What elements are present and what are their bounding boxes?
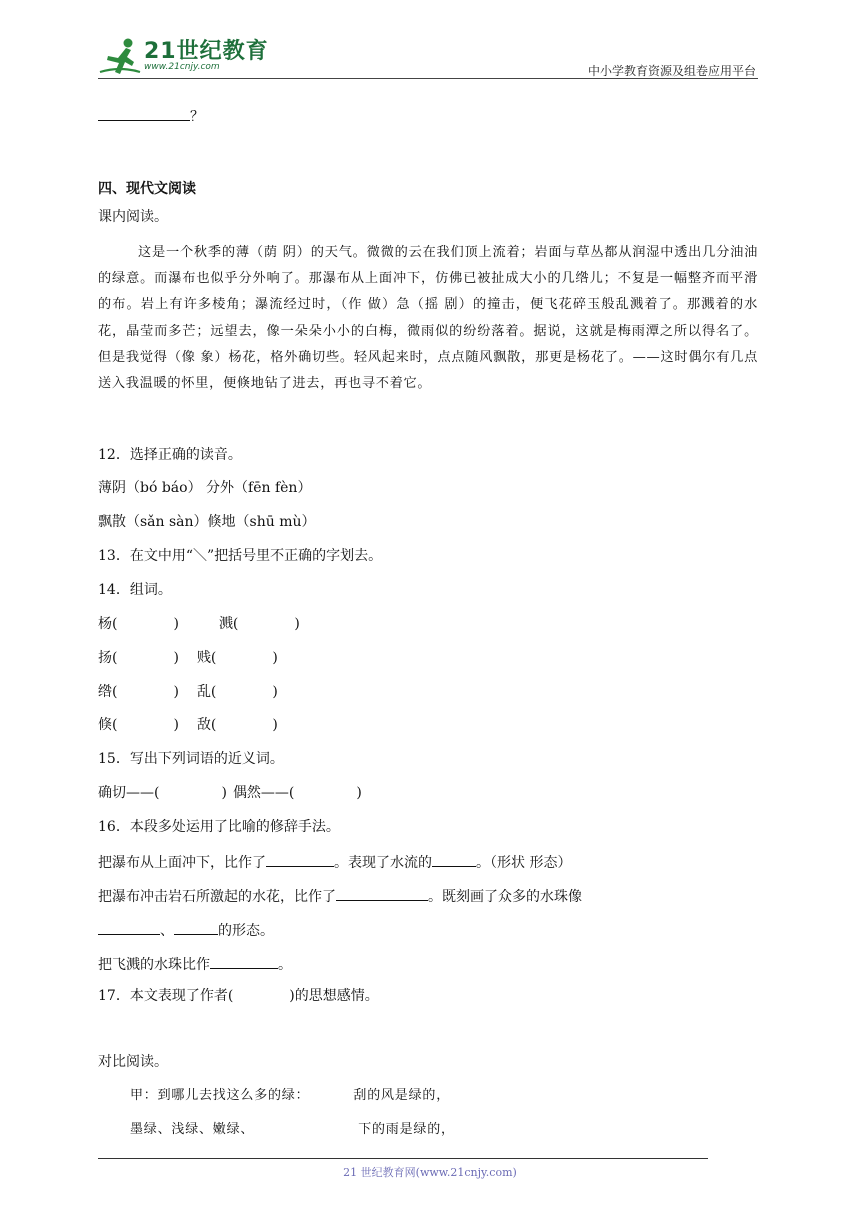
q17-line: 17．本文表现了作者( )的思想感情。: [98, 988, 379, 1004]
footer-divider: [98, 1158, 708, 1159]
q14-row: 绺( ) 乱( ): [98, 684, 278, 700]
compare-line-2: 墨绿、浅绿、嫩绿、 下的雨是绿的，: [130, 1122, 455, 1137]
answer-blank: [266, 852, 334, 867]
question-mark: ？: [190, 109, 204, 125]
answer-blank: [98, 920, 160, 935]
section-title: 四、现代文阅读: [98, 181, 196, 197]
q12-line-1: 薄阴（bó báo） 分外（fēn fèn）: [98, 480, 312, 496]
compare-line-1: 甲：到哪儿去找这么多的绿： 刮的风是绿的，: [130, 1088, 451, 1103]
logo-url-text: www.21cnjy.com: [144, 62, 220, 72]
answer-blank: [210, 954, 278, 969]
answer-blank: [98, 106, 190, 121]
header-divider: [98, 78, 758, 79]
page-footer: 21 世纪教育网(www.21cnjy.com): [343, 1166, 517, 1179]
q14-row: 倏( ) 敌( ): [98, 717, 278, 733]
answer-blank: [336, 886, 428, 901]
section-subtitle: 课内阅读。: [98, 209, 168, 225]
q14-row: 扬( ) 贱( ): [98, 650, 278, 666]
logo-main-text: 21世纪教育: [144, 39, 269, 64]
q16-line-3: 、 的形态。: [98, 920, 274, 940]
q16-line-1: 把瀑布从上面冲下，比作了 。表现了水流的 。（形状 形态）: [98, 852, 571, 872]
reading-passage: 这是一个秋季的薄（荫 阴）的天气。微微的云在我们顶上流着；岩面与草丛都从润湿中透出几分油油的绿意。而瀑布也似乎分外响了。那瀑布从上面冲下，仿佛已被扯成大小的几绺儿；不复是一幅整齐而平滑的布。岩上有许多棱角；瀑流经过时，（作 做）急（摇 剧）的撞击，便飞花碎玉般乱溅着了。那溅着的水花，晶莹而多芒；远望去，像一朵朵小小的白梅，微雨似的纷纷落着。据说，这就是梅雨潭之所以得名了。但是我觉得（像 象）杨花，格外确切些。轻风起来时，点点随风飘散，那更是杨花了。——这时偶尔有几点送入我温暖的怀里，便倏地钻了进去，再也寻不着它。: [98, 245, 758, 392]
q13-stem: 13．在文中用“＼”把括号里不正确的字划去。: [98, 548, 383, 564]
q12-line-2: 飘散（sǎn sàn）倏地（shū mù）: [98, 514, 316, 530]
q16-line-2: 把瀑布冲击岩石所激起的水花，比作了 。既刻画了众多的水珠像: [98, 886, 582, 906]
q14-stem: 14．组词。: [98, 582, 172, 598]
q16-line-4: 把飞溅的水珠比作 。: [98, 954, 292, 974]
q14-row: 杨( ) 溅( ): [98, 616, 300, 632]
q15-line: 确切——( ) 偶然——( ): [98, 785, 362, 801]
q16-stem: 16．本段多处运用了比喻的修辞手法。: [98, 819, 340, 835]
top-answer-line: [98, 106, 204, 126]
runner-logo-icon: [98, 36, 142, 78]
answer-blank: [432, 852, 476, 867]
q12-stem: 12．选择正确的读音。: [98, 447, 242, 463]
compare-title: 对比阅读。: [98, 1054, 168, 1070]
q15-stem: 15．写出下列词语的近义词。: [98, 751, 284, 767]
page-header: [98, 36, 758, 78]
platform-name: 中小学教育资源及组卷应用平台: [587, 64, 756, 78]
answer-blank: [174, 920, 218, 935]
